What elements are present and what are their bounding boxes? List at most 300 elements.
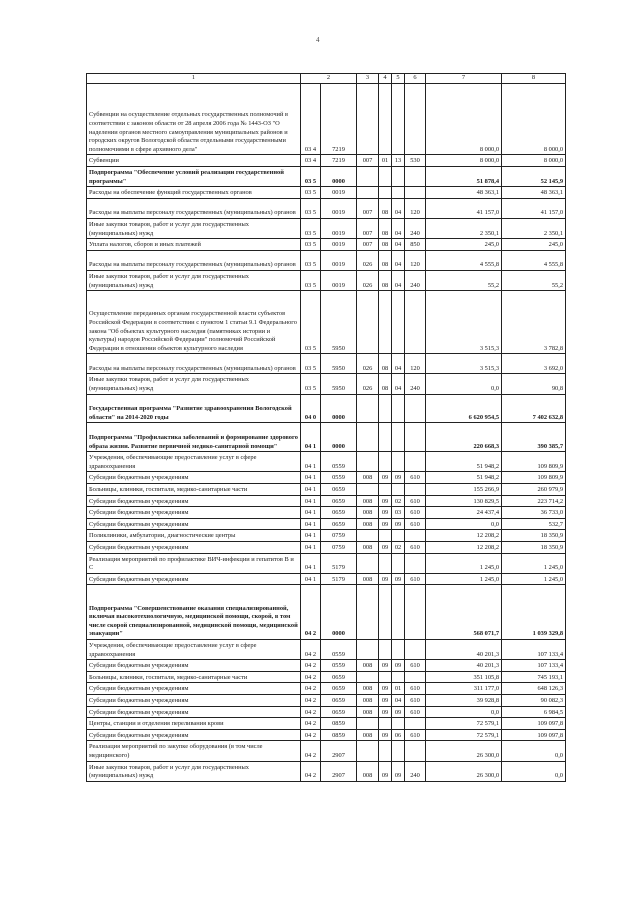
row-expense-type-code	[405, 741, 426, 761]
row-subsection-code: 04	[392, 270, 405, 290]
row-expense-type-code: 120	[405, 198, 426, 218]
row-item-code: 0000	[321, 166, 357, 186]
row-name: Расходы на выплаты персоналу государственных (муниципальных) органов	[87, 198, 301, 218]
row-subsection-code	[392, 187, 405, 199]
row-amount-2014: 55,2	[426, 270, 502, 290]
row-subsection-code	[392, 83, 405, 155]
row-expense-type-code: 610	[405, 507, 426, 519]
row-department-code	[357, 423, 379, 452]
page-number: 4	[316, 36, 320, 44]
row-amount-2014: 3 515,3	[426, 291, 502, 354]
row-department-code	[357, 585, 379, 640]
row-section-code: 09	[379, 573, 392, 585]
row-expense-type-code: 850	[405, 239, 426, 251]
table-row	[87, 507, 566, 519]
row-department-code	[357, 291, 379, 354]
row-expense-type-code	[405, 718, 426, 730]
row-amount-2014: 220 668,3	[426, 423, 502, 452]
row-amount-2014: 3 515,3	[426, 354, 502, 374]
row-expense-type-code: 610	[405, 518, 426, 530]
row-expense-type-code: 610	[405, 495, 426, 507]
row-name: Учреждения, обеспечивающие предоставление услуг в сфере здравоохранения	[87, 639, 301, 659]
row-item-code: 0659	[321, 683, 357, 695]
row-program-code: 03 5	[301, 250, 321, 270]
row-program-code: 04 2	[301, 729, 321, 741]
row-program-code: 04 2	[301, 694, 321, 706]
row-expense-type-code	[405, 530, 426, 542]
row-subsection-code: 04	[392, 239, 405, 251]
row-amount-2014: 26 300,0	[426, 761, 502, 781]
row-section-code	[379, 394, 392, 423]
row-name: Субсидии бюджетным учреждениям	[87, 729, 301, 741]
row-name: Реализация мероприятий по закупке оборудования (в том числе медицинского)	[87, 741, 301, 761]
row-section-code: 09	[379, 761, 392, 781]
row-amount-2015: 109 809,9	[502, 452, 566, 472]
row-amount-2015: 18 350,9	[502, 530, 566, 542]
row-amount-2015: 2 350,1	[502, 218, 566, 238]
row-name: Учреждения, обеспечивающие предоставление услуг в сфере здравоохранения	[87, 452, 301, 472]
row-department-code: 008	[357, 495, 379, 507]
row-item-code: 0019	[321, 187, 357, 199]
table-row	[87, 218, 566, 238]
table-row	[87, 270, 566, 290]
row-name: Субсидии бюджетным учреждениям	[87, 518, 301, 530]
row-name: Субсидии бюджетным учреждениям	[87, 694, 301, 706]
row-expense-type-code: 610	[405, 472, 426, 484]
row-item-code: 0559	[321, 639, 357, 659]
row-program-code: 04 1	[301, 573, 321, 585]
row-section-code: 09	[379, 518, 392, 530]
row-amount-2015: 7 402 632,8	[502, 394, 566, 423]
row-name: Уплата налогов, сборов и иных платежей	[87, 239, 301, 251]
row-expense-type-code: 240	[405, 218, 426, 238]
row-item-code: 0659	[321, 671, 357, 683]
row-expense-type-code	[405, 291, 426, 354]
row-amount-2014: 12 208,2	[426, 530, 502, 542]
row-department-code: 026	[357, 270, 379, 290]
row-amount-2014: 4 555,8	[426, 250, 502, 270]
row-item-code: 5950	[321, 354, 357, 374]
row-expense-type-code	[405, 553, 426, 573]
row-name: Субсидии бюджетным учреждениям	[87, 683, 301, 695]
row-subsection-code: 09	[392, 518, 405, 530]
row-subsection-code: 09	[392, 706, 405, 718]
table-row	[87, 573, 566, 585]
row-department-code: 026	[357, 354, 379, 374]
row-section-code	[379, 639, 392, 659]
row-amount-2015: 8 000,0	[502, 155, 566, 167]
row-name: Субвенции на осуществление отдельных государственных полномочий в соответствии с законом области от 28 апреля 2006 года № 1443-ОЗ "О наделении органов местного самоуправления муниципальных районов и городских округов Вологодской области отдельными государственными полномочиями в сфере архивного дела"	[87, 83, 301, 155]
table-row	[87, 198, 566, 218]
row-name: Реализация мероприятий по профилактике ВИЧ-инфекции и гепатитов В и С	[87, 553, 301, 573]
row-program-code: 04 1	[301, 518, 321, 530]
row-subsection-code	[392, 166, 405, 186]
row-program-code: 04 0	[301, 394, 321, 423]
row-program-code: 03 5	[301, 239, 321, 251]
row-program-code: 04 1	[301, 495, 321, 507]
row-name: Иные закупки товаров, работ и услуг для государственных (муниципальных) нужд	[87, 761, 301, 781]
row-item-code: 0859	[321, 718, 357, 730]
row-name: Государственная программа "Развитие здравоохранения Вологодской области" на 2014-2020 годы	[87, 394, 301, 423]
row-subsection-code: 09	[392, 660, 405, 672]
row-amount-2014: 41 157,0	[426, 198, 502, 218]
row-department-code	[357, 553, 379, 573]
table-row	[87, 706, 566, 718]
table-row	[87, 683, 566, 695]
row-program-code: 03 5	[301, 270, 321, 290]
budget-table	[86, 73, 566, 782]
row-amount-2015: 260 979,9	[502, 484, 566, 496]
row-item-code: 0659	[321, 706, 357, 718]
row-department-code	[357, 83, 379, 155]
table-row	[87, 374, 566, 394]
row-amount-2015: 107 133,4	[502, 660, 566, 672]
row-section-code	[379, 291, 392, 354]
row-subsection-code: 03	[392, 507, 405, 519]
row-amount-2014: 568 071,7	[426, 585, 502, 640]
row-name: Иные закупки товаров, работ и услуг для государственных (муниципальных) нужд	[87, 374, 301, 394]
row-amount-2015: 90,8	[502, 374, 566, 394]
row-section-code: 09	[379, 683, 392, 695]
row-subsection-code	[392, 291, 405, 354]
row-expense-type-code	[405, 423, 426, 452]
row-subsection-code: 09	[392, 761, 405, 781]
row-expense-type-code	[405, 585, 426, 640]
row-amount-2015: 109 097,8	[502, 729, 566, 741]
row-department-code: 007	[357, 218, 379, 238]
table-row	[87, 166, 566, 186]
row-department-code: 008	[357, 706, 379, 718]
header-cell-6: 6	[405, 74, 426, 84]
row-subsection-code: 04	[392, 694, 405, 706]
row-section-code: 09	[379, 729, 392, 741]
row-program-code: 04 2	[301, 585, 321, 640]
row-item-code: 0659	[321, 507, 357, 519]
table-row	[87, 718, 566, 730]
header-cell-5: 5	[392, 74, 405, 84]
row-item-code: 0759	[321, 530, 357, 542]
row-section-code	[379, 741, 392, 761]
row-subsection-code	[392, 639, 405, 659]
row-amount-2015: 1 245,0	[502, 553, 566, 573]
row-department-code	[357, 394, 379, 423]
row-department-code	[357, 187, 379, 199]
table-row	[87, 239, 566, 251]
row-name: Субсидии бюджетным учреждениям	[87, 660, 301, 672]
row-subsection-code	[392, 484, 405, 496]
row-subsection-code: 09	[392, 472, 405, 484]
header-cell-1: 1	[87, 74, 301, 84]
row-item-code: 0559	[321, 472, 357, 484]
table-row	[87, 741, 566, 761]
row-department-code: 008	[357, 472, 379, 484]
row-program-code: 04 1	[301, 472, 321, 484]
row-name: Субсидии бюджетным учреждениям	[87, 706, 301, 718]
table-row	[87, 671, 566, 683]
row-amount-2014: 8 000,0	[426, 155, 502, 167]
row-subsection-code: 04	[392, 198, 405, 218]
row-amount-2015: 36 733,0	[502, 507, 566, 519]
row-department-code	[357, 718, 379, 730]
row-name: Больницы, клиники, госпитали, медико-санитарные части	[87, 671, 301, 683]
row-department-code: 008	[357, 573, 379, 585]
row-expense-type-code: 610	[405, 683, 426, 695]
row-amount-2014: 155 266,9	[426, 484, 502, 496]
row-subsection-code: 04	[392, 354, 405, 374]
row-department-code	[357, 166, 379, 186]
row-section-code: 09	[379, 507, 392, 519]
table-row	[87, 761, 566, 781]
row-amount-2015: 48 363,1	[502, 187, 566, 199]
row-department-code: 026	[357, 250, 379, 270]
row-item-code: 0659	[321, 518, 357, 530]
row-section-code: 08	[379, 218, 392, 238]
row-name: Субсидии бюджетным учреждениям	[87, 472, 301, 484]
row-item-code: 5179	[321, 573, 357, 585]
row-expense-type-code: 240	[405, 374, 426, 394]
row-department-code	[357, 671, 379, 683]
row-amount-2014: 0,0	[426, 706, 502, 718]
row-department-code: 008	[357, 694, 379, 706]
row-subsection-code: 04	[392, 218, 405, 238]
row-program-code: 04 1	[301, 507, 321, 519]
row-amount-2015: 745 193,1	[502, 671, 566, 683]
row-section-code	[379, 671, 392, 683]
row-item-code: 0019	[321, 198, 357, 218]
row-section-code: 09	[379, 495, 392, 507]
row-program-code: 04 1	[301, 542, 321, 554]
table-row	[87, 542, 566, 554]
row-item-code: 5950	[321, 374, 357, 394]
table-row	[87, 495, 566, 507]
row-name: Осуществление переданных органам государственной власти субъектов Российской Федерации в соответствии с пунктом 1 статьи 9.1 Федерального закона "Об объектах культурного наследия (памятниках истории и культуры) народов Российской Федерации" полномочий Российской Федерации в отношении объектов культурного наследия	[87, 291, 301, 354]
table-row	[87, 639, 566, 659]
row-program-code: 03 5	[301, 187, 321, 199]
row-expense-type-code: 610	[405, 542, 426, 554]
row-section-code: 08	[379, 374, 392, 394]
row-section-code: 09	[379, 660, 392, 672]
row-department-code	[357, 452, 379, 472]
row-item-code: 0000	[321, 394, 357, 423]
row-expense-type-code: 120	[405, 250, 426, 270]
row-section-code: 08	[379, 270, 392, 290]
row-item-code: 7219	[321, 83, 357, 155]
row-department-code	[357, 484, 379, 496]
row-item-code: 2907	[321, 741, 357, 761]
row-expense-type-code	[405, 394, 426, 423]
row-department-code: 008	[357, 518, 379, 530]
row-section-code	[379, 187, 392, 199]
row-program-code: 03 5	[301, 291, 321, 354]
row-department-code: 008	[357, 729, 379, 741]
row-amount-2015: 0,0	[502, 741, 566, 761]
row-subsection-code: 01	[392, 683, 405, 695]
row-amount-2014: 0,0	[426, 518, 502, 530]
row-expense-type-code	[405, 83, 426, 155]
row-program-code: 04 1	[301, 452, 321, 472]
row-subsection-code	[392, 423, 405, 452]
row-section-code: 08	[379, 198, 392, 218]
row-expense-type-code: 240	[405, 761, 426, 781]
row-name: Субвенции	[87, 155, 301, 167]
row-item-code: 0000	[321, 585, 357, 640]
row-amount-2014: 351 105,8	[426, 671, 502, 683]
row-program-code: 03 4	[301, 155, 321, 167]
table-row	[87, 452, 566, 472]
row-department-code: 008	[357, 761, 379, 781]
row-program-code: 04 2	[301, 671, 321, 683]
row-name: Иные закупки товаров, работ и услуг для государственных (муниципальных) нужд	[87, 218, 301, 238]
row-item-code: 0019	[321, 250, 357, 270]
row-item-code: 2907	[321, 761, 357, 781]
row-amount-2014: 51 948,2	[426, 472, 502, 484]
row-item-code: 0559	[321, 452, 357, 472]
row-name: Подпрограмма "Обеспечение условий реализации государственной программы"	[87, 166, 301, 186]
row-amount-2015: 3 692,0	[502, 354, 566, 374]
row-name: Подпрограмма "Совершенствование оказания специализированной, включая высокотехнологичную, медицинской помощи, скорой, в том числе скорой специализированной, медицинской помощи, медицинской эвакуации"	[87, 585, 301, 640]
row-name: Субсидии бюджетным учреждениям	[87, 495, 301, 507]
row-section-code: 09	[379, 542, 392, 554]
header-cell-4: 4	[379, 74, 392, 84]
row-department-code: 007	[357, 155, 379, 167]
row-name: Центры, станции и отделения переливания крови	[87, 718, 301, 730]
row-expense-type-code	[405, 166, 426, 186]
table-row	[87, 83, 566, 155]
row-amount-2014: 72 579,1	[426, 729, 502, 741]
row-amount-2015: 90 082,3	[502, 694, 566, 706]
row-expense-type-code: 610	[405, 694, 426, 706]
row-amount-2014: 0,0	[426, 374, 502, 394]
header-cell-2: 2	[301, 74, 357, 84]
row-item-code: 0000	[321, 423, 357, 452]
row-subsection-code: 02	[392, 542, 405, 554]
row-name: Подпрограмма "Профилактика заболеваний и формирование здорового образа жизни. Развитие первичной медико-санитарной помощи"	[87, 423, 301, 452]
row-expense-type-code: 610	[405, 706, 426, 718]
row-subsection-code	[392, 585, 405, 640]
row-section-code: 09	[379, 472, 392, 484]
row-expense-type-code	[405, 187, 426, 199]
row-amount-2015: 0,0	[502, 761, 566, 781]
row-item-code: 0019	[321, 270, 357, 290]
row-subsection-code	[392, 718, 405, 730]
row-amount-2014: 51 948,2	[426, 452, 502, 472]
row-program-code: 03 5	[301, 166, 321, 186]
row-name: Расходы на обеспечение функций государственных органов	[87, 187, 301, 199]
row-expense-type-code: 610	[405, 729, 426, 741]
row-department-code	[357, 530, 379, 542]
row-amount-2014: 12 208,2	[426, 542, 502, 554]
row-item-code: 0019	[321, 218, 357, 238]
table-row	[87, 518, 566, 530]
row-subsection-code	[392, 394, 405, 423]
row-name: Субсидии бюджетным учреждениям	[87, 573, 301, 585]
row-program-code: 04 2	[301, 660, 321, 672]
row-program-code: 04 2	[301, 639, 321, 659]
row-item-code: 5179	[321, 553, 357, 573]
row-amount-2015: 52 145,9	[502, 166, 566, 186]
row-amount-2015: 107 133,4	[502, 639, 566, 659]
row-expense-type-code	[405, 671, 426, 683]
row-amount-2014: 48 363,1	[426, 187, 502, 199]
row-section-code	[379, 585, 392, 640]
row-program-code: 04 1	[301, 423, 321, 452]
row-section-code: 09	[379, 694, 392, 706]
row-program-code: 03 5	[301, 354, 321, 374]
row-item-code: 0859	[321, 729, 357, 741]
row-program-code: 04 1	[301, 484, 321, 496]
row-subsection-code: 09	[392, 573, 405, 585]
row-item-code: 0759	[321, 542, 357, 554]
row-amount-2015: 18 350,9	[502, 542, 566, 554]
table-row	[87, 250, 566, 270]
row-item-code: 0659	[321, 484, 357, 496]
row-expense-type-code	[405, 452, 426, 472]
table-row	[87, 472, 566, 484]
row-department-code: 007	[357, 239, 379, 251]
row-program-code: 04 2	[301, 761, 321, 781]
table-row	[87, 291, 566, 354]
row-amount-2015: 4 555,8	[502, 250, 566, 270]
row-subsection-code: 04	[392, 374, 405, 394]
row-subsection-code	[392, 741, 405, 761]
row-item-code: 0559	[321, 660, 357, 672]
row-program-code: 04 2	[301, 741, 321, 761]
row-name: Поликлиники, амбулатории, диагностические центры	[87, 530, 301, 542]
header-cell-7: 7	[426, 74, 502, 84]
row-name: Субсидии бюджетным учреждениям	[87, 507, 301, 519]
row-amount-2014: 130 829,5	[426, 495, 502, 507]
row-amount-2015: 532,7	[502, 518, 566, 530]
table-row	[87, 394, 566, 423]
row-amount-2015: 1 245,0	[502, 573, 566, 585]
row-program-code: 04 2	[301, 718, 321, 730]
row-program-code: 04 2	[301, 706, 321, 718]
row-amount-2014: 2 350,1	[426, 218, 502, 238]
row-section-code	[379, 83, 392, 155]
row-amount-2014: 40 201,3	[426, 639, 502, 659]
row-subsection-code: 06	[392, 729, 405, 741]
row-section-code	[379, 530, 392, 542]
row-amount-2014: 40 201,3	[426, 660, 502, 672]
row-amount-2015: 109 809,9	[502, 472, 566, 484]
row-amount-2014: 51 878,4	[426, 166, 502, 186]
row-program-code: 03 5	[301, 198, 321, 218]
row-expense-type-code	[405, 639, 426, 659]
row-expense-type-code: 610	[405, 573, 426, 585]
row-item-code: 0659	[321, 495, 357, 507]
row-amount-2015: 55,2	[502, 270, 566, 290]
row-amount-2014: 1 245,0	[426, 553, 502, 573]
row-section-code	[379, 423, 392, 452]
row-amount-2014: 311 177,0	[426, 683, 502, 695]
row-department-code	[357, 639, 379, 659]
row-subsection-code	[392, 553, 405, 573]
row-section-code: 08	[379, 354, 392, 374]
row-department-code: 007	[357, 198, 379, 218]
row-subsection-code: 04	[392, 250, 405, 270]
row-program-code: 03 4	[301, 83, 321, 155]
row-subsection-code: 13	[392, 155, 405, 167]
table-row	[87, 660, 566, 672]
row-amount-2015: 109 097,8	[502, 718, 566, 730]
header-cell-3: 3	[357, 74, 379, 84]
row-amount-2014: 1 245,0	[426, 573, 502, 585]
table-row	[87, 187, 566, 199]
row-name: Расходы на выплаты персоналу государственных (муниципальных) органов	[87, 250, 301, 270]
row-amount-2015: 223 714,2	[502, 495, 566, 507]
row-program-code: 04 1	[301, 530, 321, 542]
row-amount-2014: 72 579,1	[426, 718, 502, 730]
